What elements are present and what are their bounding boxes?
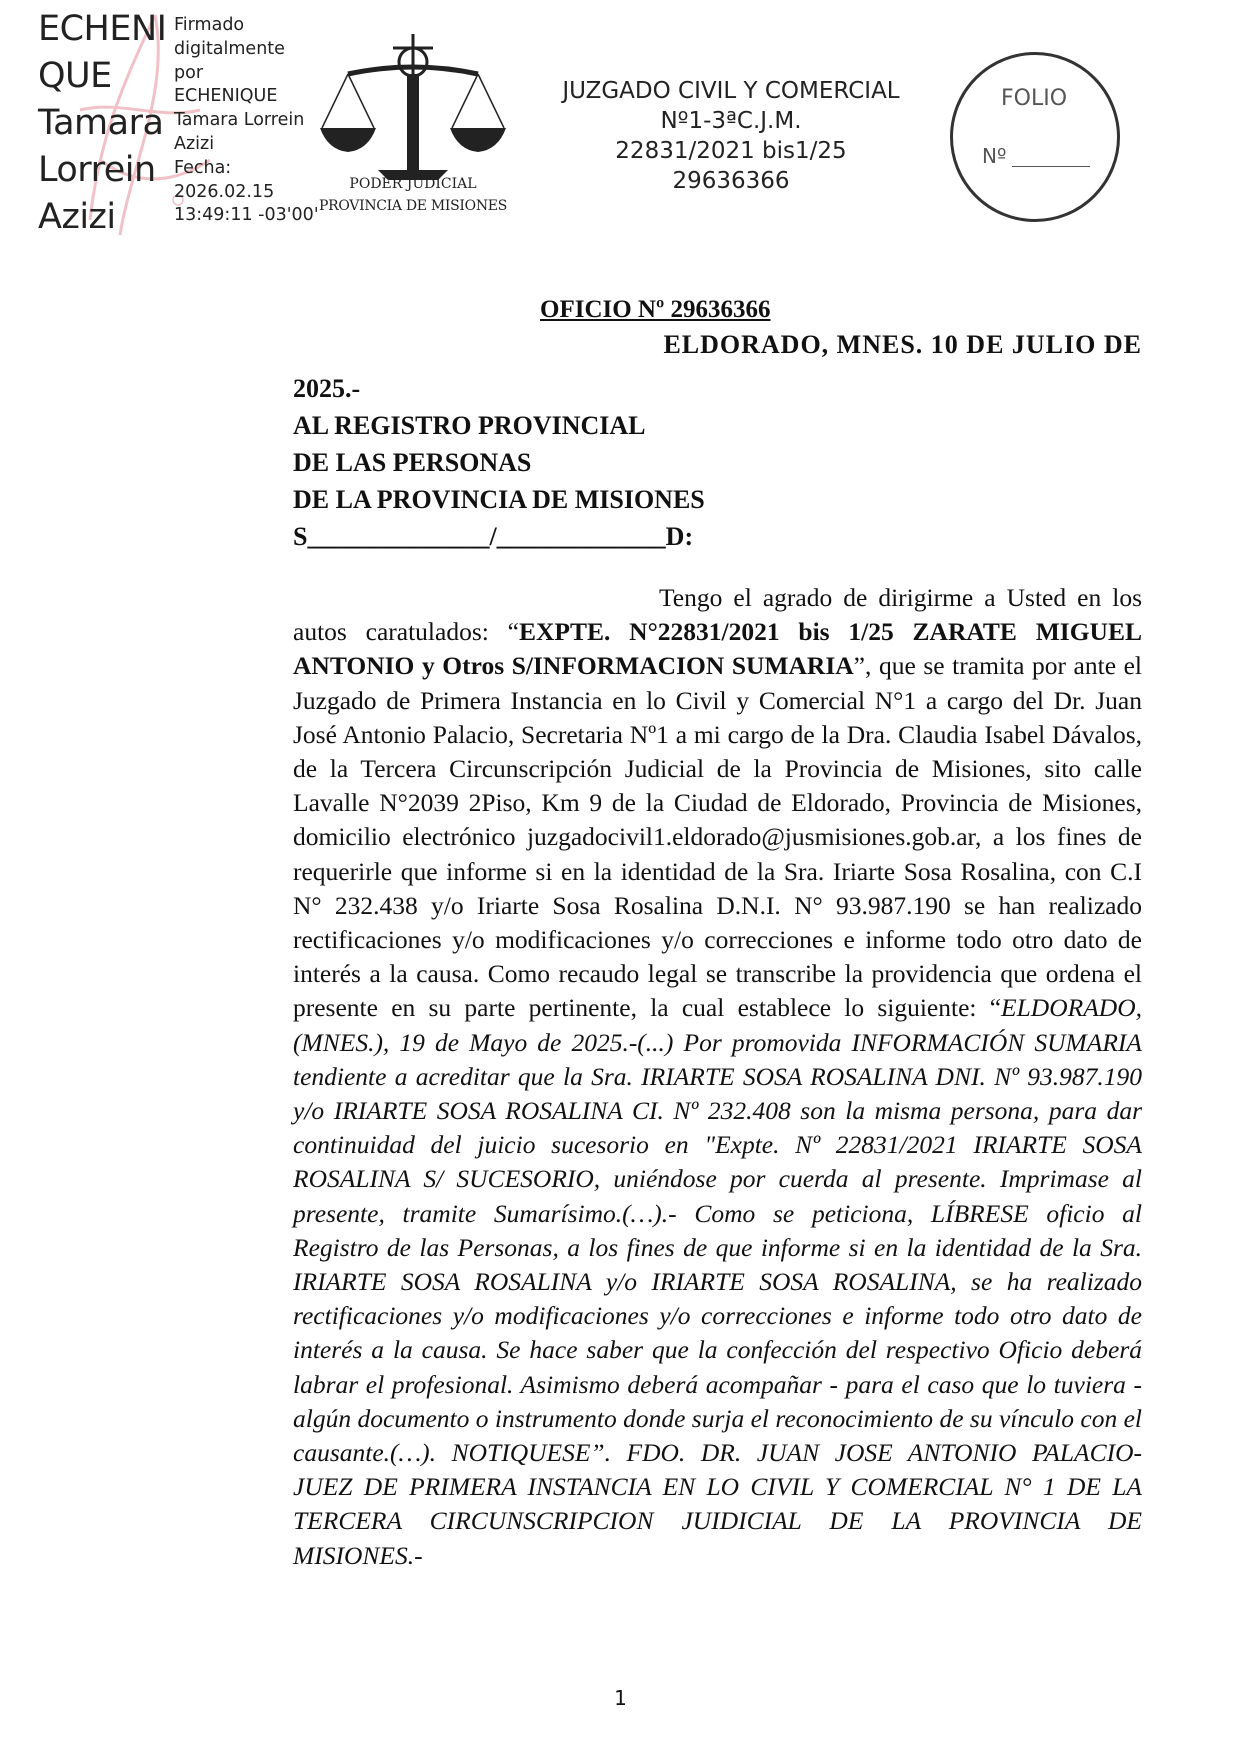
recipient-block [293, 370, 705, 555]
signature-name-line: Tamara [38, 103, 164, 143]
folio-stamp [950, 52, 1120, 222]
document-body [293, 581, 1142, 1573]
court-header-line: Nº1-3ªC.J.M. [660, 108, 802, 134]
seal-caption-line1: PODER JUDICIAL [349, 176, 477, 192]
signature-details [174, 14, 324, 228]
signature-detail-line: Fecha: [174, 157, 232, 178]
body-text: ”, que se tramita por ante el Juzgado de Primera Instancia en lo Civil y Comercial N°1 a cargo del Dr. Juan José Antonio Palacio, Secretaria Nº1 a mi cargo de la Dra. Claudia Isabel Dávalos, de la Tercera Circunscripción Judicial de la Provincia de Misiones, sito calle Lavalle N°2039 2Piso, Km 9 de la Ciudad de Eldorado, Provincia de Misiones, domicilio electrónico juzgadocivil1.eldorado@jusmisiones.gob.ar, a los fines de requerirle que informe si en la identidad de la Sra. Iriarte Sosa Rosalina, con C.I N° 232.438 y/o Iriarte Sosa Rosalina D.N.I. N° 93.987.190 se han realizado rectificaciones y/o modificaciones y/o correcciones e informe todo otro dato de interés a la causa. Como recaudo legal se transcribe la providencia que ordena el presente en su parte pertinente, la cual establece lo siguiente: “ [293, 651, 1142, 1023]
page-number: 1 [614, 1686, 627, 1710]
recipient-line: DE LA PROVINCIA DE MISIONES [293, 485, 705, 514]
signature-detail-line: ECHENIQUE [174, 86, 278, 107]
sd-line: S______________/_____________D: [293, 522, 694, 551]
court-header-line: 22831/2021 bis1/25 [615, 138, 847, 164]
folio-label: FOLIO [1001, 86, 1068, 111]
signature-detail-line: 2026.02.15 [174, 181, 275, 202]
year-line: 2025.- [293, 374, 361, 403]
seal-caption-line2: PROVINCIA DE MISIONES [318, 198, 507, 214]
recipient-line: DE LAS PERSONAS [293, 448, 532, 477]
date-line: ELDORADO, MNES. 10 DE JULIO DE [663, 330, 1142, 359]
folio-number-blank [1012, 166, 1090, 167]
quoted-providencia: ELDORADO, (MNES.), 19 de Mayo de 2025.-(...) Por promovida INFORMACIÓN SUMARIA tendiente a acreditar que la Sra. IRIARTE SOSA ROSALINA DNI. Nº 93.987.190 y/o IRIARTE SOSA ROSALINA CI. Nº 232.408 son la misma persona, para dar continuidad del juicio sucesorio en "Expte. Nº 22831/2021 IRIARTE SOSA ROSALINA S/ SUCESORIO, uniéndose por cuerda al presente. Imprimase al presente, tramite Sumarísimo.(…).- Como se peticiona, LÍBRESE oficio al Registro de las Personas, a los fines de que informe si en la identidad de la Sra. IRIARTE SOSA ROSALINA y/o IRIARTE SOSA ROSALINA, se ha realizado rectificaciones y/o modificaciones y/o correcciones e informe todo otro dato de interés a la causa. Se hace saber que la confección del respectivo Oficio deberá labrar el profesional. Asimismo deberá acompañar - para el caso que lo tuviera - algún documento o instrumento donde surja el reconocimiento de su vínculo con el causante.(…). NOTIQUESE”. FDO. DR. JUAN JOSE ANTONIO PALACIO- JUEZ DE PRIMERA INSTANCIA EN LO CIVIL Y COMERCIAL N° 1 DE LA TERCERA CIRCUNSCRIPCION JUIDICIAL DE LA PROVINCIA DE MISIONES.- [293, 993, 1142, 1570]
recipient-line: AL REGISTRO PROVINCIAL [293, 411, 646, 440]
signature-detail-line: por [174, 62, 204, 83]
expte-title: EXPTE. N°22831/2021 bis 1/25 ZARATE MIGUEL ANTONIO y Otros S/INFORMACION SUMARIA [293, 617, 1142, 681]
signature-signer-name [38, 6, 166, 241]
signature-name-line: Lorrein [38, 150, 156, 190]
body-paragraph [293, 581, 1142, 1573]
signature-detail-line: digitalmente [174, 38, 285, 59]
signature-name-line: Azizi [38, 197, 116, 237]
signature-detail-line: Firmado [174, 15, 245, 35]
signature-detail-line: Tamara Lorrein [174, 110, 305, 131]
signature-detail-line: Azizi [174, 133, 215, 154]
signature-name-line: ECHENI [38, 9, 167, 49]
court-header-line: JUZGADO CIVIL Y COMERCIAL [562, 78, 900, 104]
folio-number-label: Nº [982, 144, 1007, 168]
signature-name-line: QUE [38, 56, 112, 96]
court-header [548, 76, 914, 196]
document-title: OFICIO Nº 29636366 [540, 296, 771, 323]
court-header-line: 29636366 [672, 168, 790, 194]
signature-detail-line: 13:49:11 -03'00' [174, 205, 319, 226]
body-intro: Tengo el agrado de dirigirme a Usted en los autos caratulados: “ [293, 583, 1142, 647]
